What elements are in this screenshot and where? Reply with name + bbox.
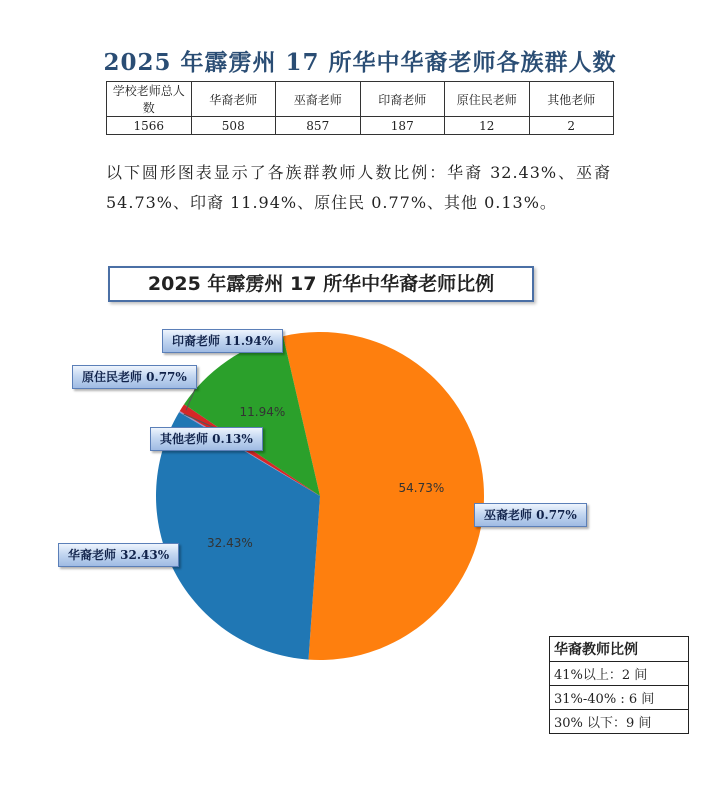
table-cell: 12 — [445, 117, 530, 135]
ratio-table-row: 31%-40% : 6 间 — [550, 686, 689, 710]
slice-value-label: 32.43% — [207, 536, 253, 551]
ratio-table — [549, 636, 689, 734]
table-cell: 2 — [529, 117, 614, 135]
table-cell: 1566 — [107, 117, 192, 135]
callout-indian: 印裔老师 11.94% — [162, 329, 283, 353]
chart-title: 2025 年霹雳州 17 所华中华裔老师比例 — [108, 266, 534, 302]
table-header-cell: 学校老师总人数 — [107, 82, 192, 117]
table-header-cell: 华裔老师 — [191, 82, 276, 117]
callout-malay: 巫裔老师 0.77% — [474, 503, 587, 527]
callout-other: 其他老师 0.13% — [150, 427, 263, 451]
ratio-table-row: 30% 以下：9 间 — [550, 710, 689, 734]
slice-value-label: 54.73% — [398, 481, 445, 495]
callout-indigenous: 原住民老师 0.77% — [72, 365, 197, 389]
table-header-cell: 印裔老师 — [360, 82, 445, 117]
table-cell: 857 — [276, 117, 361, 135]
ratio-table-row: 41%以上：2 间 — [550, 662, 689, 686]
ratio-table-header: 华裔教师比例 — [550, 637, 689, 662]
table-cell: 187 — [360, 117, 445, 135]
summary-paragraph: 以下圆形图表显示了各族群教师人数比例：华裔 32.43%、巫裔 54.73%、印裔 11.94%、原住民 0.77%、其他 0.13%。 — [106, 163, 611, 212]
table-cell: 508 — [191, 117, 276, 135]
slice-value-label: 11.94% — [239, 405, 286, 420]
table-header-cell: 原住民老师 — [445, 82, 530, 117]
table-header-cell: 其他老师 — [529, 82, 614, 117]
callout-chinese: 华裔老师 32.43% — [58, 543, 179, 567]
table-header-cell: 巫裔老师 — [276, 82, 361, 117]
page-title: 2025 年霹雳州 17 所华中华裔老师各族群人数 — [103, 49, 617, 76]
